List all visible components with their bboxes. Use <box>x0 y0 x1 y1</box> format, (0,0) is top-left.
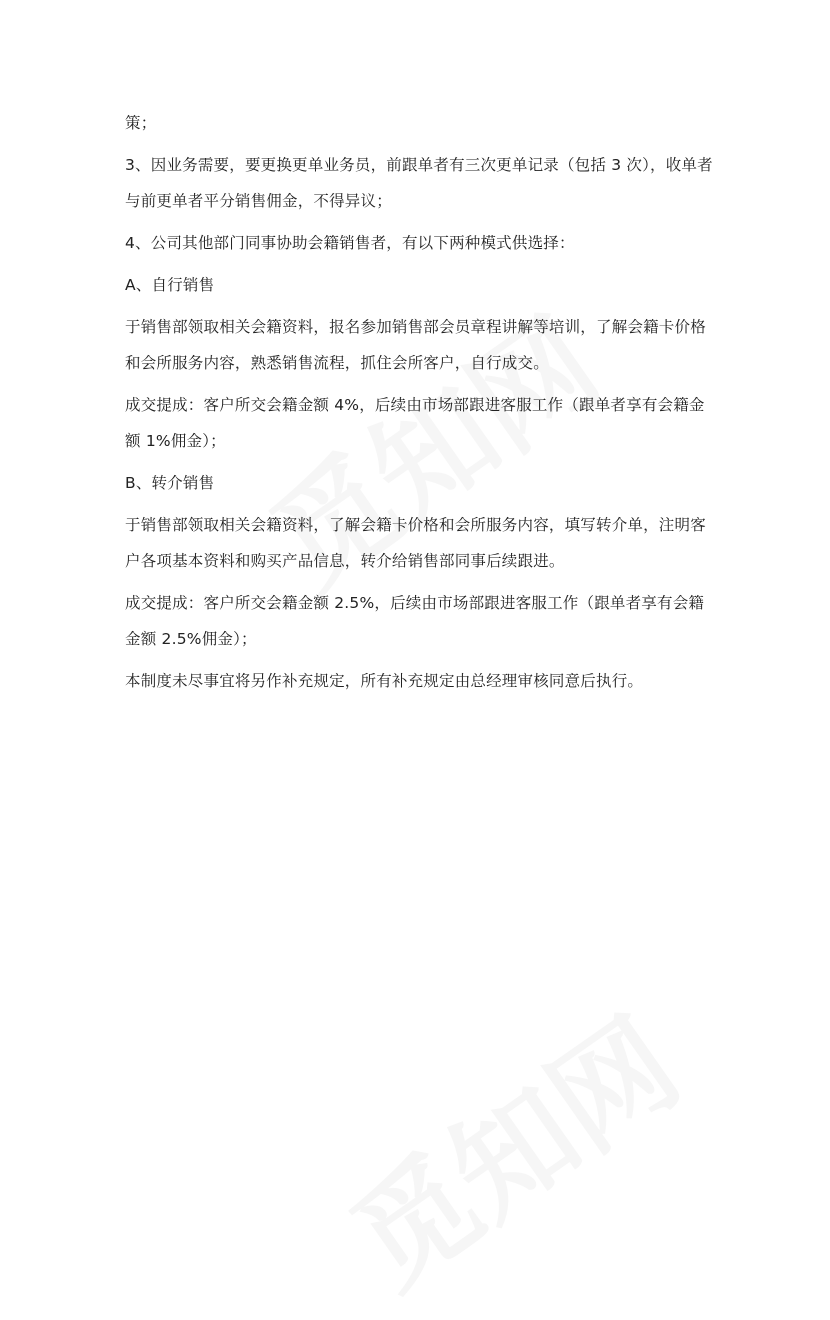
paragraph-continuation: 策； <box>125 114 157 132</box>
paragraph-option-b-commission: 成交提成：客户所交会籍金额 2.5%，后续由市场部跟进客服工作（跟单者享有会籍金额 2.5%佣金）； <box>125 594 705 648</box>
paragraph-item-3: 3、因业务需要，要更换更单业务员，前跟单者有三次更单记录（包括 3 次），收单者与前更单者平分销售佣金，不得异议； <box>125 156 713 210</box>
watermark <box>313 972 707 1319</box>
paragraph-option-a-desc: 于销售部领取相关会籍资料，报名参加销售部会员章程讲解等培训，了解会籍卡价格和会所服务内容，熟悉销售流程，抓住会所客户，自行成交。 <box>125 318 706 372</box>
paragraph-option-b-desc: 于销售部领取相关会籍资料，了解会籍卡价格和会所服务内容，填写转介单，注明客户各项基本资料和购买产品信息，转介给销售部同事后续跟进。 <box>125 516 706 570</box>
paragraph-item-4: 4、公司其他部门同事协助会籍销售者，有以下两种模式供选择： <box>125 234 575 252</box>
heading-option-a: A、自行销售 <box>125 276 215 294</box>
paragraph-option-a-commission: 成交提成：客户所交会籍金额 4%，后续由市场部跟进客服工作（跟单者享有会籍金额 1%佣金）； <box>125 396 705 450</box>
heading-option-b: B、转介销售 <box>125 474 215 492</box>
paragraph-closing: 本制度未尽事宜将另作补充规定，所有补充规定由总经理审核同意后执行。 <box>125 672 644 690</box>
document-body <box>125 105 715 705</box>
